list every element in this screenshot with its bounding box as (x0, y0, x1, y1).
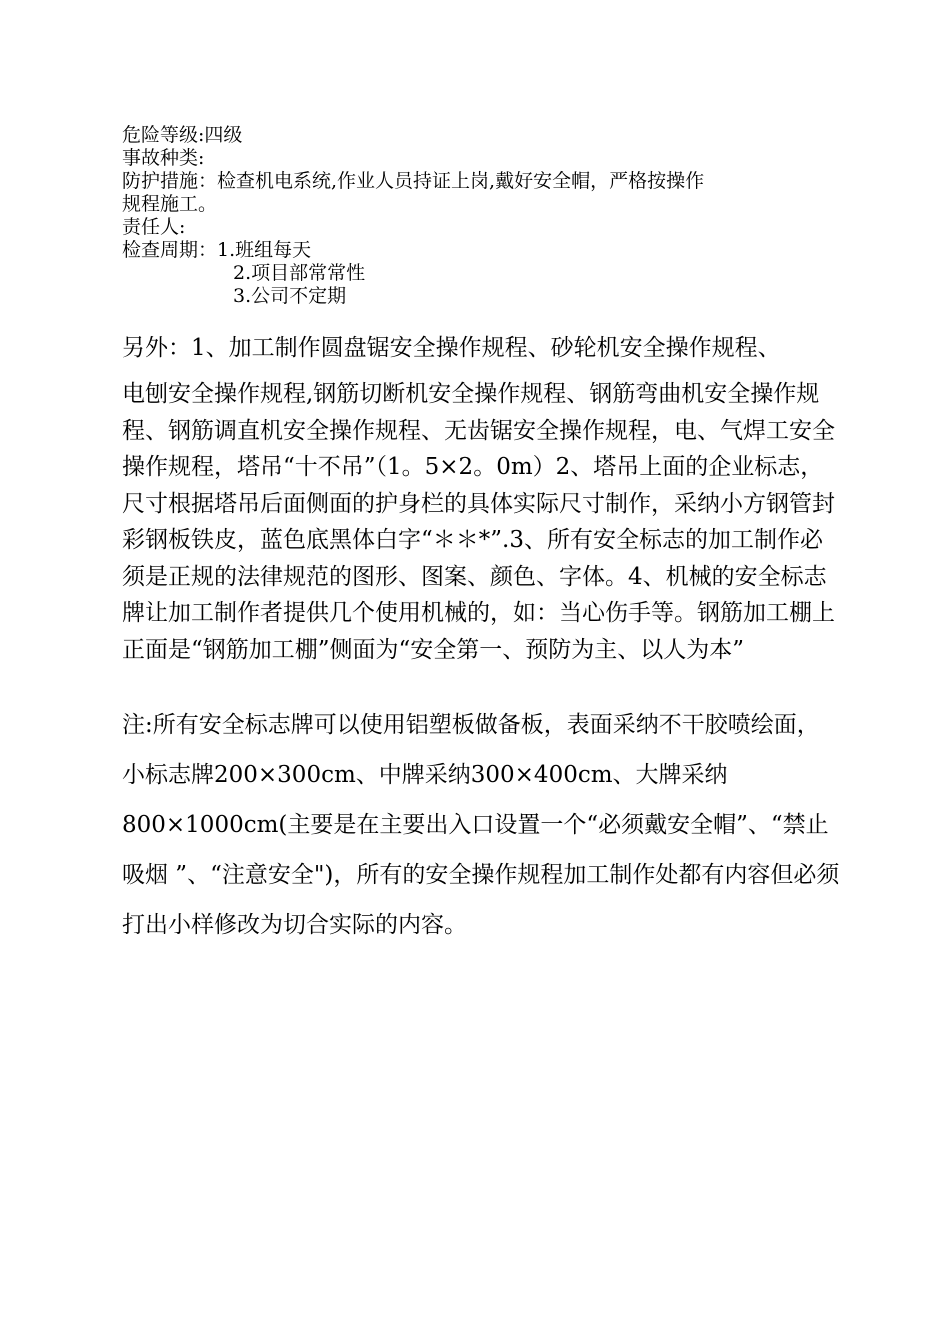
protection-measures-line1: 防护措施：检查机电系统,作业人员持证上岗,戴好安全帽，严格按操作 (122, 170, 705, 192)
note-paragraph: 注:所有安全标志牌可以使用铝塑板做备板，表面采纳不干胶喷绘面，小标志牌200×300cm、中牌采纳300×400cm、大牌采纳800×1000cm(主要是在主要出入口设置一个“必须戴安全帽”、“禁止吸烟 ”、“注意安全")，所有的安全操作规程加工制作处都有内容但必须打出小样修改为切合实际的内容。 (122, 712, 840, 938)
additional-paragraph: 电刨安全操作规程,钢筋切断机安全操作规程、钢筋弯曲机安全操作规程、钢筋调直机安全操作规程、无齿锯安全操作规程，电、气焊工安全操作规程，塔吊“十不吊”（1。5×2。0m）2、塔吊上面的企业标志，尺寸根据塔吊后面侧面的护身栏的具体实际尺寸制作，采纳小方钢管封彩钢板铁皮，蓝色底黑体白字“＊＊*”.3、所有安全标志的加工制作必须是正规的法律规范的图形、图案、颜色、字体。4、机械的安全标志牌让加工制作者提供几个使用机械的，如：当心伤手等。钢筋加工棚上正面是“钢筋加工棚”侧面为“安全第一、预防为主、以人为本” (122, 381, 835, 663)
accident-type: 事故种类: (122, 147, 205, 169)
protection-measures-line2: 规程施工。 (122, 193, 218, 215)
inspection-item-2: 2.项目部常常性 (233, 262, 366, 284)
inspection-item-3: 3.公司不定期 (233, 285, 347, 307)
inspection-cycle: 检查周期：1.班组每天 (122, 239, 312, 261)
additional-first-line: 另外：1、加工制作圆盘锯安全操作规程、砂轮机安全操作规程、 (122, 335, 781, 361)
responsible-person: 责任人: (122, 216, 186, 238)
additional-section (122, 331, 842, 668)
safety-info-block (122, 124, 832, 308)
danger-level: 危险等级:四级 (122, 124, 243, 146)
